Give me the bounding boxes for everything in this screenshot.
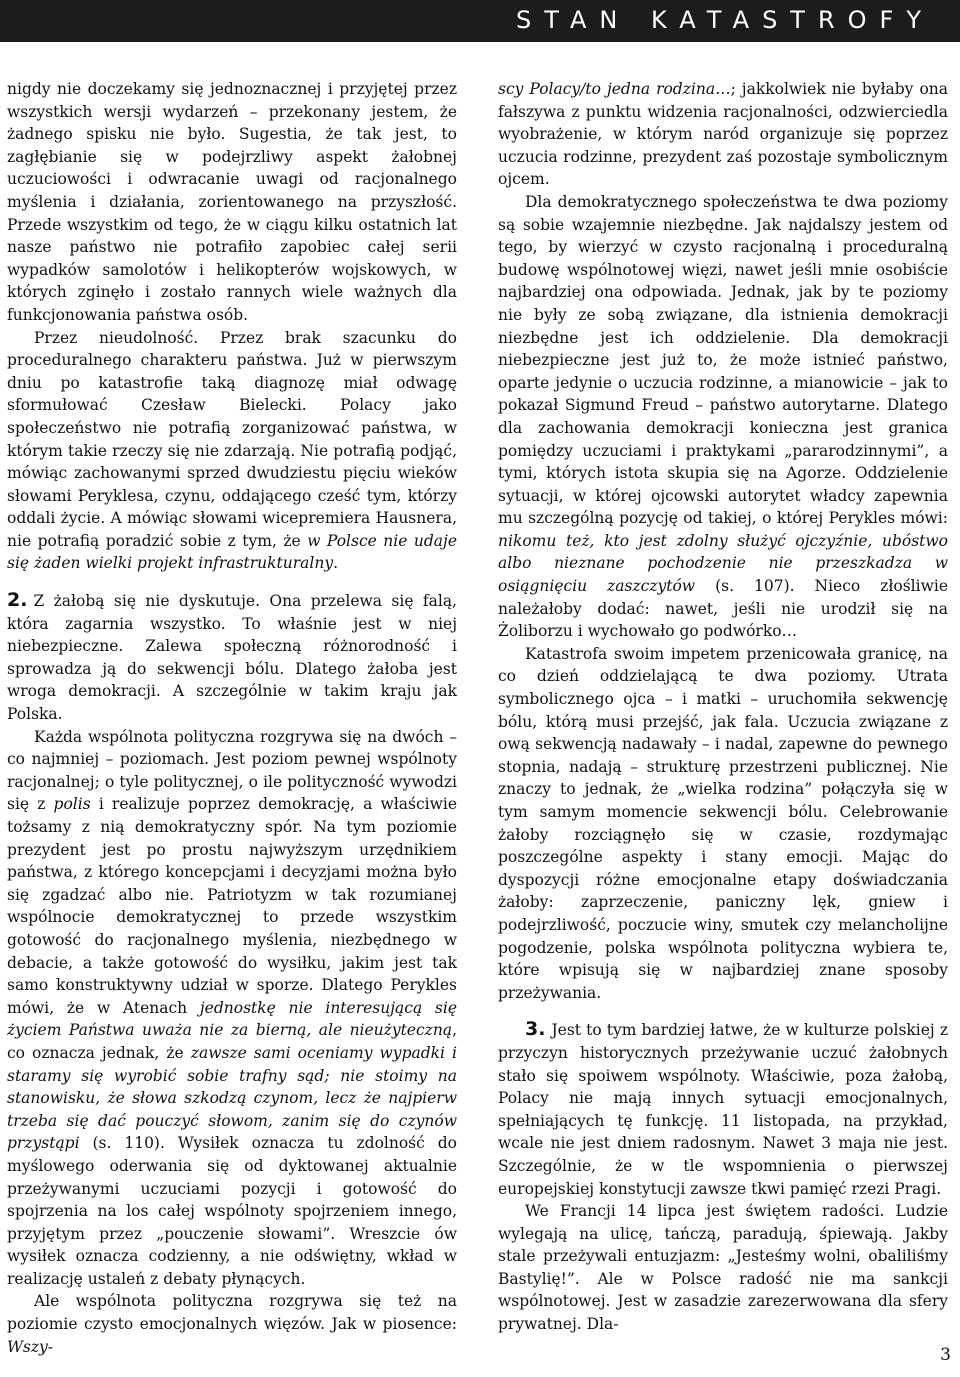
text-run: nigdy nie doczekamy się jednoznacznej i przyjętej przez wszystkich wersji wydarzeń – przekonany jestem, że żadnego spisku nie było. Sugestia, że tak jest, to zagłębianie się w podejrzliwy aspekt żałobnej uczuciowości i odwracanie uwagi od racjonalnego myślenia i działania, zorientowanego na przyszłość. Przede wszystkim od tego, że w ciągu kilku ostatnich lat nasze państwo nie potrafiło zapobiec całej serii wypadków samolotów i helikopterów wojskowych, w których zginęło i zostało rannych wiele ważnych dla funkcjonowania państwa osób. (7, 80, 457, 324)
text-run: Przez nieudolność. Przez brak szacunku do proceduralnego charakteru państwa. Już w pierwszym dniu po katastrofie taką diagnozę miał odwagę sformułować Czesław Bielecki. Polacy jako społeczeństwo nie potrafią zorganizować państwa, w którym takie rzeczy się nie zdarzają. Nie potrafią podjąć, mówiąc zachowanymi sprzed dwudziestu pięciu wieków słowami Peryklesa, czynu, oddającego cześć tym, którzy oddali życie. A mówiąc słowami wicepremiera Hausnera, nie potrafią poradzić sobie z tym, że (7, 328, 457, 550)
italic-quote: polis (53, 795, 91, 814)
text-run: Każda wspólnota polityczna rozgrywa się na dwóch – co najmniej – poziomach. Jest poziom pewnej wspólnoty racjonalnej; o tyle politycznej, o ile polityczność wywodzi się z (7, 727, 457, 814)
italic-quote: jednostkę nie interesującą się życiem Państwa uważa nie za bierną, ale nieużyteczną (7, 998, 457, 1040)
running-header-title: STAN KATASTROFY (515, 6, 934, 34)
paragraph (7, 589, 457, 726)
text-run: ; jakkolwiek nie byłaby ona fałszywa z punktu widzenia racjonalności, odzwierciedla wyobrażenie, w którym naród organizuje się poprzez uczucia rodzinne, prezydent zaś pozostaje symbolicznym ojcem. (498, 80, 948, 189)
text-run: i realizuje poprzez demokrację, a właściwie tożsamy z nią demokratyczny spór. Na tym poziomie prezydent jest po prostu najwyższym urzędnikiem państwa, z którego koncepcjami i decyzjami można było się zgadzać albo nie. Patriotyzm w tak rozumianej wspólnocie demokratycznej to przede wszystkim gotowość do racjonalnego myślenia, niezbędnego w debacie, a także gotowość do wysiłku, jakim jest tak samo konstruktywny udział w sporze. Dlatego Perykles mówi, że w Atenach (7, 795, 457, 1017)
text-run: (s. 107). Nieco złośliwie należałoby dodać: nawet, jeśli nie urodził się na Żoliborzu i wychowało go podwórko… (498, 577, 948, 641)
paragraph (7, 78, 457, 327)
paragraph (498, 1200, 948, 1336)
text-run: Katastrofa swoim impetem przenicowała granicę, na co dzień oddzielającą te dwa poziomy. Utrata symbolicznego ojca – i matki – uruchomiła sekwencję bólu, którą musi przejść, jak fala. Uczucia związane z ową sekwencją nadawały – i nadal, zapewne do pewnego stopnia, nadają – strukturę przestrzeni publicznej. Nie znaczy to jednak, że „wielka rodzina” połączyła się w tym samym momencie sekwencji bólu. Celebrowanie żałoby rozciągnęło się w czasie, rozdymając poszczególne aspekty i stany emocji. Mając do dyspozycji różne emocjonalne etapy doświadczania żałoby: zaprzeczenie, paniczny lęk, gniew i podejrzliwość, poczucie winy, smutek czy melancholijne pogodzenie, polska wspólnota polityczna wybiera te, które wpisują się w najbardziej znane sposoby przeżywania. (498, 644, 948, 1002)
paragraph (498, 191, 948, 643)
italic-quote: zawsze sami oceniamy wypadki i staramy się wyrobić sobie trafny sąd; nie stoimy na stanowisku, że słowa szkodzą czynom, lecz że najpierw trzeba się dać pouczyć słowom, zanim się do czynów przystąpi (7, 1043, 457, 1153)
italic-quote: Wszy- (7, 1337, 54, 1356)
text-run: , co oznacza jednak, że (7, 1021, 457, 1062)
paragraph (7, 1290, 457, 1358)
italic-quote: scy Polacy/to jedna rodzina… (498, 80, 731, 98)
paragraph (7, 726, 457, 1291)
text-run: Jest to tym bardziej łatwe, że w kulturze polskiej z przyczyn historycznych przeżywanie uczuć żałobnych stało się spoiwem wspólnoty. Właściwie, poza żałobą, Polacy nie mają innych sytuacji emocjonalnych, spełniających tę funkcję. 11 listopada, na przykład, wcale nie jest dniem radosnym. Nawet 3 maja nie jest. Szczególnie, że w tle wspomnienia o pierwszej europejskiej konstytucji zawsze tkwi pamięć rzezi Pragi. (498, 1021, 948, 1198)
text-run: Dla demokratycznego społeczeństwa te dwa poziomy są sobie wzajemnie niezbędne. Jak najdalszy jestem od tego, by wierzyć w czysto racjonalną i proceduralną budowę wspólnotowej więzi, nawet jeśli mnie osobiście najbardziej ona odpowiada. Jednak, jak by te poziomy nie były ze sobą związane, dla istnienia demokracji niezbędne jest ich oddzielenie. Dla demokracji niebezpieczne jest już to, że może istnieć państwo, oparte jedynie o uczucia rodzinne, a mianowicie – jak to pokazał Sigmund Freud – państwo autorytarne. Dlatego dla zachowania demokracji konieczna jest granica pomiędzy uczuciami i praktykami „pararodzinnymi”, a tymi, których istota skupia się na Agorze. Oddzielenie sytuacji, w której ojcowski autorytet władcy zapewnia mu szczególną pozycję od takiej, o której Perykles mówi: (498, 192, 948, 528)
page-number: 3 (940, 1345, 951, 1365)
section-number: 3. (525, 1018, 546, 1041)
paragraph (498, 643, 948, 1005)
right-text-column (498, 78, 948, 1336)
italic-quote: w Polsce nie udaje się żaden wielki projekt infrastrukturalny (7, 531, 457, 573)
left-text-column (7, 78, 457, 1358)
italic-quote: nikomu też, kto jest zdolny służyć ojczyźnie, ubóstwo albo nieznane pochodzenie nie przeszkadza w osiągnięciu zaszczytów (498, 531, 948, 596)
text-run: Ale wspólnota polityczna rozgrywa się też na poziomie czysto emocjonalnych więzów. Jak w piosence: (7, 1292, 457, 1334)
text-run: (s. 110). Wysiłek oznacza tu zdolność do myślowego oderwania się od dyktowanej aktualnie przeżywanymi uczuciami pozycji i gotowość do spojrzenia na los całej wspólnoty spojrzeniem innego, przyjętym przez „pouczenie słowami”. Wreszcie ów wysiłek oznacza codzienny, a nie odświętny, wkład w realizację ustaleń z debaty płynących. (7, 1134, 457, 1288)
text-run: Z żałobą się nie dyskutuje. Ona przelewa się falą, która zagarnia wszystko. To właśnie jest w niej niebezpieczne. Zalewa społeczną różnorodność i sprowadza ją do sekwencji bólu. Dlatego żałoba jest wroga demokracji. A szczególnie w takim kraju jak Polska. (7, 592, 457, 724)
paragraph (498, 78, 948, 191)
text-run: We Francji 14 lipca jest świętem radości. Ludzie wylegają na ulicę, tańczą, paradują, śpiewają. Jakby stale przeżywali entuzjazm: „Jesteśmy wolni, obaliliśmy Bastylię!”. Ale w Polsce radość nie ma sankcji wspólnotowej. Jest w zasadzie zarezerwowana dla sfery prywatnej. Dla- (498, 1202, 948, 1334)
running-header (0, 0, 960, 42)
text-run: . (333, 554, 339, 573)
paragraph (498, 1018, 948, 1200)
paragraph (7, 327, 457, 576)
section-number: 2. (7, 589, 28, 612)
